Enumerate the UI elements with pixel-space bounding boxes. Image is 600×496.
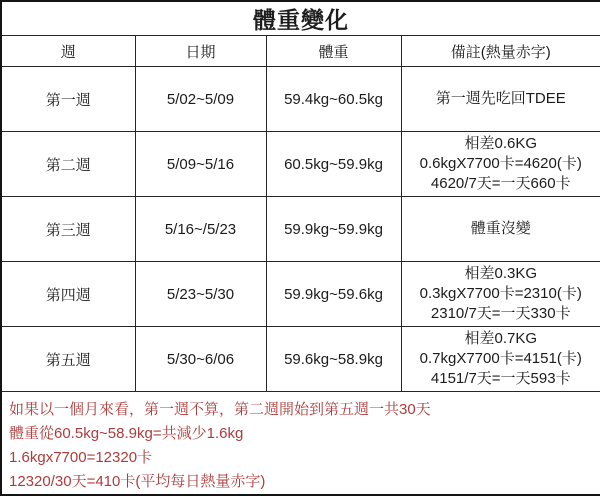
summary-line: 體重從60.5kg~58.9kg=共減少1.6kg <box>9 422 596 446</box>
weight-cell: 59.9kg~59.9kg <box>266 197 401 262</box>
weight-cell: 59.9kg~59.6kg <box>266 262 401 327</box>
note-line: 0.6kgX7700卡=4620(卡) <box>402 154 600 174</box>
header-row <box>1 36 600 67</box>
summary-line: 如果以一個月來看，第一週不算，第二週開始到第五週一共30天 <box>9 398 596 422</box>
table-body <box>1 67 600 392</box>
notes-cell <box>401 197 600 262</box>
weight-cell: 59.4kg~60.5kg <box>266 67 401 132</box>
date-cell: 5/09~5/16 <box>135 132 266 197</box>
table-row <box>1 262 600 327</box>
note-line: 相差0.3KG <box>402 264 600 284</box>
notes-cell <box>401 132 600 197</box>
table-row <box>1 327 600 392</box>
notes-cell <box>401 262 600 327</box>
date-cell: 5/23~5/30 <box>135 262 266 327</box>
column-header: 體重 <box>266 36 401 67</box>
column-header: 日期 <box>135 36 266 67</box>
week-cell: 第五週 <box>1 327 135 392</box>
note-line: 0.3kgX7700卡=2310(卡) <box>402 284 600 304</box>
note-line: 4151/7天=一天593卡 <box>402 369 600 389</box>
week-cell: 第三週 <box>1 197 135 262</box>
week-cell: 第一週 <box>1 67 135 132</box>
summary-line: 1.6kgx7700=12320卡 <box>9 446 596 470</box>
date-cell: 5/02~5/09 <box>135 67 266 132</box>
week-cell: 第二週 <box>1 132 135 197</box>
note-line: 2310/7天=一天330卡 <box>402 304 600 324</box>
table-row <box>1 67 600 132</box>
notes-cell <box>401 327 600 392</box>
title-row <box>1 1 600 36</box>
note-line: 第一週先吃回TDEE <box>402 89 600 109</box>
note-line: 4620/7天=一天660卡 <box>402 174 600 194</box>
table-row <box>1 132 600 197</box>
page-title: 體重變化 <box>1 1 600 36</box>
weight-cell: 59.6kg~58.9kg <box>266 327 401 392</box>
summary-section <box>1 392 600 496</box>
notes-cell <box>401 67 600 132</box>
week-cell: 第四週 <box>1 262 135 327</box>
column-header: 備註(熱量赤字) <box>401 36 600 67</box>
summary-row <box>1 392 600 496</box>
summary-line: 12320/30天=410卡(平均每日熱量赤字) <box>9 470 596 494</box>
note-line: 0.7kgX7700卡=4151(卡) <box>402 349 600 369</box>
note-line: 體重沒變 <box>402 219 600 239</box>
date-cell: 5/16~/5/23 <box>135 197 266 262</box>
table-row <box>1 197 600 262</box>
column-header: 週 <box>1 36 135 67</box>
weight-cell: 60.5kg~59.9kg <box>266 132 401 197</box>
note-line: 相差0.6KG <box>402 134 600 154</box>
note-line: 相差0.7KG <box>402 329 600 349</box>
date-cell: 5/30~6/06 <box>135 327 266 392</box>
